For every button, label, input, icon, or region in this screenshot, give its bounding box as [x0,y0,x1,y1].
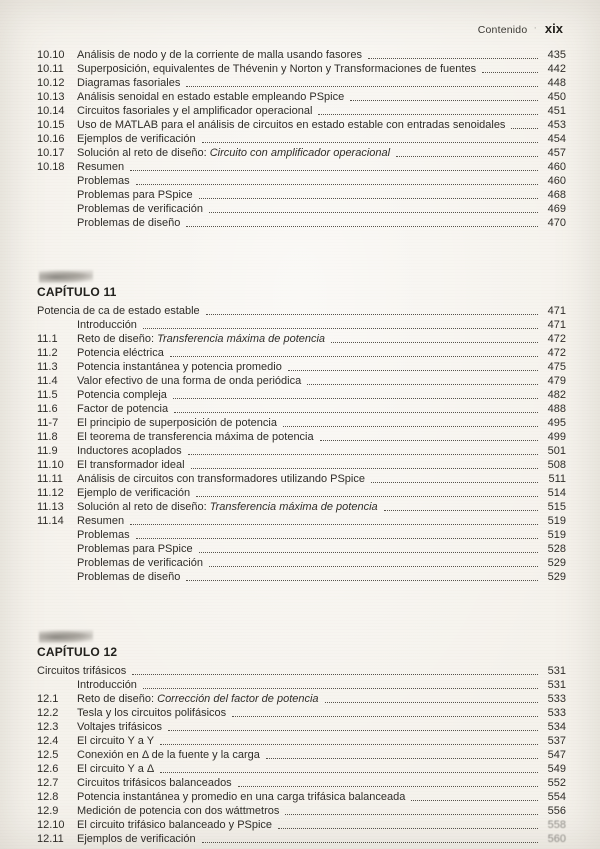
entry-number: 10.14 [37,105,65,117]
entry-title: El transformador ideal [77,459,185,471]
leader-dots [331,342,538,343]
entry-title: Factor de potencia [77,403,169,415]
toc-entry [37,104,566,118]
toc-entry [37,486,566,500]
leader-dots [384,510,538,511]
toc-entry [37,720,566,734]
scan-artifact [39,630,93,643]
leader-dots [136,184,538,185]
toc-entry [37,346,566,360]
entry-number: 10.18 [37,161,65,173]
entry-title: Ejemplos de verificación [77,133,196,145]
entry-page: 501 [547,445,566,457]
toc-entry [37,174,566,188]
entry-subtitle: Corrección del factor de potencia [154,693,319,705]
toc-entry [37,374,566,388]
leader-dots [130,524,538,525]
leader-dots [168,730,538,731]
entry-number: 11.5 [37,389,58,401]
toc-entry [37,90,566,104]
toc-entry [37,762,566,776]
toc-entry [37,570,566,584]
leader-dots [350,100,538,101]
leader-dots [160,772,538,773]
entry-page: 482 [547,389,566,401]
entry-page: 468 [547,189,566,201]
leader-dots [186,580,538,581]
entry-title: Potencia eléctrica [77,347,164,359]
entry-page: 488 [547,403,566,415]
entry-page: 514 [547,487,566,499]
toc-entry [37,160,566,174]
entry-page: 450 [547,91,566,103]
leader-dots [143,688,538,689]
toc-entry [37,542,566,556]
leader-dots [325,702,538,703]
entry-page: 528 [547,543,566,555]
entry-title: Problemas [77,175,130,187]
entry-title: Voltajes trifásicos [77,721,162,733]
entry-title: Análisis senoidal en estado estable empleando PSpice [77,91,345,103]
leader-dots [199,198,538,199]
entry-page: 537 [547,735,566,747]
entry-title: Solución al reto de diseño: Transferencia máxima de potencia [77,501,378,513]
entry-title: Reto de diseño: Transferencia máxima de potencia [77,333,326,345]
toc-entry [37,664,566,678]
entry-number: 11.4 [37,375,58,387]
toc-entry [37,706,566,720]
entry-number: 12.8 [37,791,59,803]
leader-dots [368,58,538,59]
leader-dots [188,454,538,455]
toc-entry [37,790,566,804]
entry-page: 460 [547,175,566,187]
entry-page: 442 [547,63,566,75]
toc-entry [37,118,566,132]
entry-title: Resumen [77,515,125,527]
entry-title: Medición de potencia con dos wáttmetros [77,805,280,817]
leader-dots [318,114,538,115]
entry-title: Conexión en Δ de la fuente y la carga [77,749,260,761]
entry-number: 11.8 [37,431,58,443]
leader-dots [174,412,538,413]
entry-number: 10.17 [37,147,65,159]
entry-page: 435 [547,49,566,61]
toc-entry [37,304,566,318]
page-header [478,21,563,36]
leader-dots [186,226,538,227]
toc-entry [37,188,566,202]
entry-page: 549 [547,763,566,775]
entry-title: Introducción [77,319,137,331]
entry-page: 453 [547,119,566,131]
entry-title: Circuitos trifásicos [37,665,127,677]
entry-number: 11.11 [37,473,63,485]
toc-entry [37,528,566,542]
entry-title: El teorema de transferencia máxima de potencia [77,431,314,443]
toc-entry [37,430,566,444]
entry-page: 460 [547,161,566,173]
entry-title: Problemas de verificación [77,203,203,215]
toc-entry [37,818,566,832]
leader-dots [202,142,538,143]
leader-dots [173,398,538,399]
leader-dots [191,468,538,469]
entry-title: Tesla y los circuitos polifásicos [77,707,227,719]
entry-title: Circuitos trifásicos balanceados [77,777,232,789]
entry-subtitle: Transferencia máxima de potencia [206,501,378,513]
entry-page: 469 [547,203,566,215]
leader-dots [209,566,538,567]
leader-dots [511,128,538,129]
leader-dots [160,744,538,745]
entry-title: Potencia compleja [77,389,167,401]
leader-dots [209,212,538,213]
entry-title: Problemas de diseño [77,571,181,583]
entry-number: 11.12 [37,487,64,499]
entry-number: 11.2 [37,347,58,359]
toc-entry [37,318,566,332]
toc-entry [37,146,566,160]
entry-title: Valor efectivo de una forma de onda periódica [77,375,302,387]
entry-number: 11.6 [37,403,58,415]
entry-page: 533 [547,707,566,719]
entry-page: 529 [547,571,566,583]
entry-page: 547 [547,749,566,761]
toc-section [37,48,566,230]
entry-number: 12.6 [37,763,59,775]
toc-entry [37,678,566,692]
toc-entry [37,748,566,762]
entry-number: 12.11 [37,833,64,845]
entry-number: 12.7 [37,777,59,789]
entry-page: 451 [547,105,566,117]
entry-page: 558 [547,819,566,831]
entry-title: Introducción [77,679,137,691]
leader-dots [411,800,538,801]
leader-dots [283,426,538,427]
entry-page: 508 [547,459,566,471]
entry-page: 457 [547,147,566,159]
entry-page: 534 [547,721,566,733]
entry-title: Problemas para PSpice [77,543,193,555]
entry-title: Diagramas fasoriales [77,77,181,89]
entry-page: 475 [547,361,566,373]
entry-number: 11.9 [37,445,58,457]
leader-dots [130,170,538,171]
entry-page: 479 [547,375,566,387]
entry-number: 10.13 [37,91,65,103]
leader-dots [170,356,538,357]
toc-entry [37,132,566,146]
entry-title: Problemas de diseño [77,217,181,229]
entry-number: 12.2 [37,707,59,719]
entry-number: 10.15 [37,119,65,131]
toc-entry [37,500,566,514]
toc-entry [37,202,566,216]
entry-number: 12.3 [37,721,59,733]
entry-number: 12.4 [37,735,59,747]
entry-number: 11-7 [37,417,59,429]
entry-page: 556 [547,805,566,817]
toc-entry [37,692,566,706]
entry-number: 10.11 [37,63,64,75]
toc-entry [37,832,566,846]
entry-page: 554 [547,791,566,803]
entry-subtitle: Circuito con amplificador operacional [206,147,391,159]
entry-number: 10.10 [37,49,65,61]
entry-title: Problemas [77,529,130,541]
entry-title: Inductores acoplados [77,445,182,457]
entry-page: 529 [547,557,566,569]
entry-number: 12.1 [37,693,59,705]
leader-dots [186,86,538,87]
toc-section [37,630,566,846]
toc [37,48,566,846]
entry-subtitle: Transferencia máxima de potencia [154,333,326,345]
leader-dots [307,384,538,385]
toc-entry [37,76,566,90]
leader-dots [278,828,538,829]
leader-dots [266,758,538,759]
leader-dots [206,314,538,315]
leader-dots [143,328,538,329]
entry-page: 454 [547,133,566,145]
entry-title: Resumen [77,161,125,173]
entry-title: Superposición, equivalentes de Thévenin y Norton y Transformaciones de fuentes [77,63,477,75]
entry-page: 472 [547,347,566,359]
entry-title: Ejemplos de verificación [77,833,196,845]
entry-number: 12.9 [37,805,59,817]
toc-entry [37,444,566,458]
toc-entry [37,556,566,570]
entry-title: Uso de MATLAB para el análisis de circuitos en estado estable con entradas senoidales [77,119,506,131]
toc-entry [37,402,566,416]
toc-entry [37,458,566,472]
entry-page: 495 [547,417,566,429]
leader-dots [320,440,538,441]
entry-page: 448 [547,77,566,89]
entry-title: Ejemplo de verificación [77,487,191,499]
leader-dots [285,814,538,815]
entry-title: Potencia instantánea y promedio en una carga trifásica balanceada [77,791,406,803]
chapter-heading: CAPÍTULO 12 [37,645,118,659]
entry-title: Potencia instantánea y potencia promedio [77,361,282,373]
toc-entry [37,514,566,528]
leader-dots [136,538,538,539]
toc-entry [37,62,566,76]
leader-dots [482,72,538,73]
entry-title: Solución al reto de diseño: Circuito con amplificador operacional [77,147,391,159]
leader-dots [232,716,538,717]
toc-entry [37,804,566,818]
leader-dots [202,842,538,843]
leader-dots [199,552,538,553]
leader-dots [288,370,538,371]
entry-number: 11.1 [37,333,58,345]
entry-title: Problemas para PSpice [77,189,193,201]
entry-title: Problemas de verificación [77,557,203,569]
entry-page: 533 [547,693,566,705]
entry-number: 11.13 [37,501,64,513]
entry-page: 519 [547,515,566,527]
entry-number: 12.5 [37,749,59,761]
entry-title: Reto de diseño: Corrección del factor de potencia [77,693,319,705]
toc-entry [37,734,566,748]
entry-number: 10.16 [37,133,65,145]
toc-entry [37,332,566,346]
entry-page: 515 [547,501,566,513]
entry-title: Análisis de circuitos con transformadores utilizando PSpice [77,473,365,485]
toc-section [37,270,566,584]
entry-title: El circuito Y a Y [77,735,155,747]
toc-entry [37,416,566,430]
toc-entry [37,388,566,402]
scan-artifact [39,270,93,283]
running-header: Contenido [477,24,528,36]
page-number: xix [544,21,563,36]
entry-title: Análisis de nodo y de la corriente de malla usando fasores [77,49,362,61]
entry-number: 12.10 [37,819,65,831]
entry-number: 10.12 [37,77,65,89]
entry-page: 472 [547,333,566,345]
entry-number: 11.14 [37,515,64,527]
chapter-heading: CAPÍTULO 11 [37,285,117,299]
entry-number: 11.3 [37,361,58,373]
entry-page: 519 [547,529,566,541]
leader-dots [371,482,538,483]
entry-page: 470 [547,217,566,229]
toc-entry [37,216,566,230]
toc-entry [37,472,566,486]
entry-page: 552 [547,777,566,789]
entry-page: 471 [547,305,566,317]
toc-entry [37,360,566,374]
toc-entry [37,776,566,790]
leader-dots [238,786,538,787]
entry-title: Potencia de ca de estado estable [37,305,200,317]
entry-page: 499 [547,431,566,443]
entry-title: El circuito Y a Δ [77,763,155,775]
entry-page: 560 [547,833,566,845]
entry-title: El principio de superposición de potencia [77,417,277,429]
entry-page: 531 [547,665,566,677]
entry-page: 531 [547,679,566,691]
leader-dots [196,496,538,497]
entry-number: 11.10 [37,459,64,471]
entry-page: 511 [548,473,566,485]
scan-artifact: ' [534,26,536,35]
entry-title: Circuitos fasoriales y el amplificador operacional [77,105,313,117]
leader-dots [132,674,538,675]
entry-page: 471 [547,319,566,331]
entry-title: El circuito trifásico balanceado y PSpice [77,819,273,831]
leader-dots [396,156,538,157]
toc-entry [37,48,566,62]
